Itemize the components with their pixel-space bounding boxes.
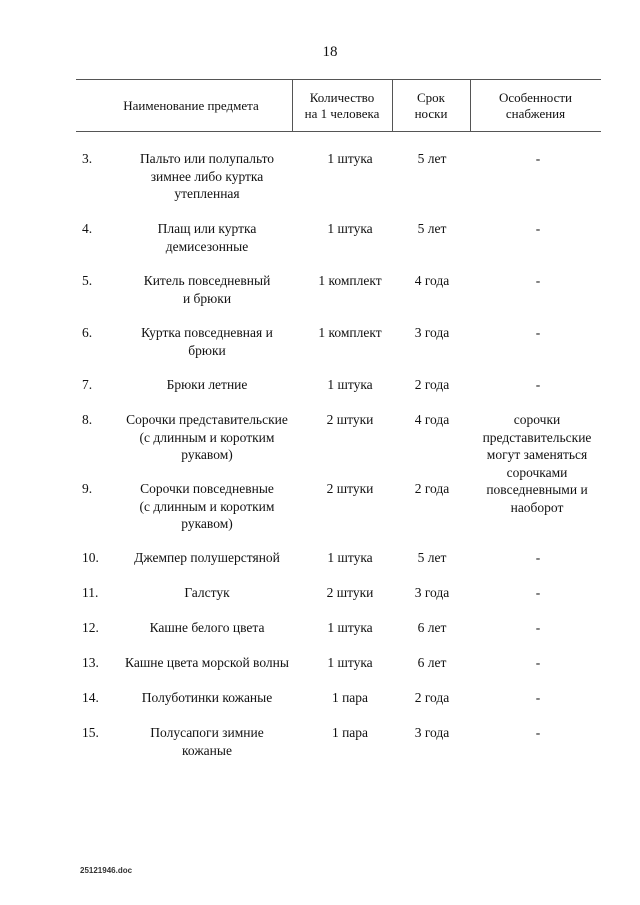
item-supply-note: -	[535, 655, 541, 670]
item-wear-term: 5 лет	[417, 221, 447, 236]
item-supply-note: -	[535, 620, 541, 635]
item-name-line: (с длинным и коротким	[139, 498, 275, 514]
item-wear-term: 3 года	[414, 585, 450, 600]
item-wear-term: 4 года	[414, 412, 450, 427]
row-number: 4.	[82, 221, 93, 236]
item-name-line: зимнее либо куртка	[150, 168, 264, 184]
item-quantity: 1 штука	[327, 620, 373, 635]
item-wear-term: 5 лет	[417, 550, 447, 565]
item-name-line: Кашне цвета морской волны	[125, 655, 289, 670]
table-header-rule	[76, 131, 601, 132]
item-name-line: Сорочки представительские	[126, 412, 288, 427]
item-name-line: Куртка повседневная и	[141, 325, 273, 340]
item-quantity: 1 пара	[331, 690, 369, 705]
item-wear-term: 2 года	[414, 481, 450, 496]
item-quantity: 1 штука	[327, 221, 373, 236]
item-name	[100, 480, 314, 533]
item-name	[100, 411, 314, 464]
item-name-line: Галстук	[184, 585, 230, 600]
row-number: 3.	[82, 151, 93, 166]
item-name-line: Кашне белого цвета	[149, 620, 265, 635]
page-number: 18	[322, 44, 338, 60]
item-supply-note: -	[535, 151, 541, 166]
item-name	[100, 654, 314, 672]
item-supply-note: -	[535, 325, 541, 340]
item-quantity: 1 штука	[327, 377, 373, 392]
item-wear-term: 3 года	[414, 725, 450, 740]
item-wear-term: 2 года	[414, 690, 450, 705]
item-name	[100, 689, 314, 707]
item-name-line: Плащ или куртка	[157, 221, 257, 236]
item-name	[100, 584, 314, 602]
item-quantity: 2 штуки	[326, 481, 374, 496]
item-name-line: рукавом)	[181, 516, 233, 531]
table-top-rule	[76, 79, 601, 80]
item-name	[100, 724, 314, 759]
item-quantity: 2 штуки	[326, 412, 374, 427]
item-name-line: Пальто или полупальто	[139, 151, 275, 166]
header-notes: Особенности снабжения	[498, 90, 573, 121]
item-name	[100, 220, 314, 255]
item-wear-term: 4 года	[414, 273, 450, 288]
row-number: 13.	[82, 655, 99, 670]
item-quantity: 2 штуки	[326, 585, 374, 600]
item-name-line: брюки	[188, 342, 226, 358]
header-name: Наименование предмета	[123, 98, 259, 113]
shirts-supply-note: сорочки представительские могут заменяться сорочками повседневными и наоборот	[482, 412, 592, 515]
header-term: Срок носки	[414, 90, 448, 121]
row-number: 12.	[82, 620, 99, 635]
item-supply-note: -	[535, 585, 541, 600]
item-name-line: Полуботинки кожаные	[141, 690, 273, 705]
item-quantity: 1 пара	[331, 725, 369, 740]
item-name-line: Китель повседневный	[143, 273, 271, 288]
item-name	[100, 150, 314, 203]
item-wear-term: 3 года	[414, 325, 450, 340]
item-quantity: 1 штука	[327, 550, 373, 565]
item-name	[100, 549, 314, 567]
item-name	[100, 272, 314, 307]
item-name-line: рукавом)	[181, 447, 233, 462]
row-number: 7.	[82, 377, 93, 392]
row-number: 11.	[82, 585, 99, 600]
item-name-line: кожаные	[182, 742, 232, 758]
item-quantity: 1 штука	[327, 655, 373, 670]
document-filename: 25121946.doc	[80, 866, 133, 875]
item-name-line: утепленная	[174, 186, 240, 201]
item-supply-note: -	[535, 273, 541, 288]
row-number: 9.	[82, 481, 93, 496]
row-number: 8.	[82, 412, 93, 427]
header-qty: Количество на 1 человека	[304, 90, 380, 121]
item-name-line: демисезонные	[165, 238, 249, 254]
row-number: 14.	[82, 690, 99, 705]
item-wear-term: 6 лет	[417, 620, 447, 635]
item-supply-note: -	[535, 377, 541, 392]
item-name-line: Сорочки повседневные	[140, 481, 274, 496]
row-number: 6.	[82, 325, 93, 340]
item-name-line: и брюки	[182, 290, 232, 306]
row-number: 5.	[82, 273, 93, 288]
item-quantity: 1 комплект	[318, 325, 382, 340]
item-supply-note: -	[535, 221, 541, 236]
item-supply-note: -	[535, 550, 541, 565]
item-quantity: 1 штука	[327, 151, 373, 166]
item-name	[100, 324, 314, 359]
item-supply-note: -	[535, 690, 541, 705]
item-wear-term: 2 года	[414, 377, 450, 392]
item-name	[100, 619, 314, 637]
row-number: 15.	[82, 725, 99, 740]
item-name-line: Полусапоги зимние	[150, 725, 264, 740]
item-name-line: Джемпер полушерстяной	[134, 550, 280, 565]
row-number: 10.	[82, 550, 99, 565]
item-name	[100, 376, 314, 394]
item-supply-note: -	[535, 725, 541, 740]
item-wear-term: 6 лет	[417, 655, 447, 670]
item-wear-term: 5 лет	[417, 151, 447, 166]
item-quantity: 1 комплект	[318, 273, 382, 288]
item-name-line: (с длинным и коротким	[139, 429, 275, 445]
item-name-line: Брюки летние	[166, 377, 248, 392]
